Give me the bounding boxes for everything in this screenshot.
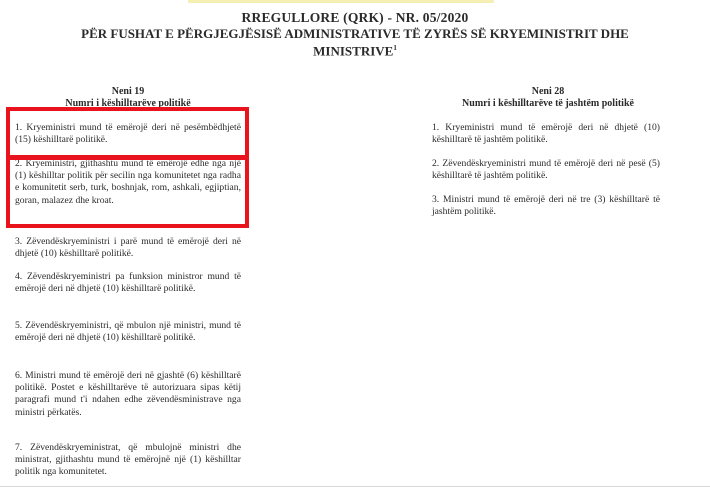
highlight-box-paragraph-1	[6, 107, 249, 159]
article-28	[432, 86, 664, 218]
article-19-paragraph-3: 3. Zëvendëskryeministri i parë mund të emërojë deri në dhjetë (10) këshilltarë politikë.	[15, 236, 241, 260]
document-header	[0, 9, 710, 58]
article-28-paragraph-3: 3. Ministri mund të emërojë deri në tre (3) këshilltarë të jashtëm politikë.	[432, 194, 660, 218]
regulation-title-line2-text: MINISTRIVE	[313, 43, 394, 59]
article-19-paragraph-5: 5. Zëvendëskryeministri, që mbulon një ministri, mund të emërojë deri në dhjetë (10) këshilltarë politikë.	[15, 320, 241, 344]
regulation-number: RREGULLORE (QRK) - NR. 05/2020	[241, 10, 469, 25]
article-28-paragraph-1: 1. Kryeministri mund të emërojë deri në dhjetë (10) këshilltarë të jashtëm politikë.	[432, 122, 660, 146]
regulation-title-line2	[0, 41, 710, 58]
regulation-title-line1: PËR FUSHAT E PËRGJEGJËSISË ADMINISTRATIVE TË ZYRËS SË KRYEMINISTRIT DHE	[81, 26, 629, 41]
article-28-paragraph-2: 2. Zëvendëskryeministri mund të emërojë deri në pesë (5) këshilltarë të jashtëm politikë.	[432, 158, 660, 182]
article-19-paragraph-2: 2. Kryeministri, gjithashtu mund të emërojë edhe nga një (1) këshilltar politik për secilin nga komunitetet nga radha e komunitetit serb, turk, boshnjak, rom, ashkali, egjiptian, goran, malazez dhe kroat.	[15, 158, 241, 206]
article-19-paragraph-6: 6. Ministri mund të emërojë deri në gjashtë (6) këshilltarë politikë. Postet e këshilltarëve të autorizuara sipas këtij paragrafi mund t'i ndahen edhe zëvendësministrave nga ministri përkatës.	[15, 370, 241, 418]
article-28-number: Neni 28	[531, 86, 565, 97]
footnote-mark: 1	[393, 44, 397, 52]
article-19-paragraph-7: 7. Zëvendëskryeministrat, që mbulojnë ministri dhe ministrat, gjithashtu mund të emërojnë një (1) këshilltar politik nga komunitetet.	[15, 442, 241, 478]
article-28-title: Numri i këshilltarëve të jashtëm politikë	[462, 98, 634, 109]
article-19-title: Numri i këshilltarëve politikë	[65, 98, 191, 109]
article-19-paragraph-4: 4. Zëvendëskryeministri pa funksion ministror mund të emërojë deri në dhjetë (10) këshilltarë politikë.	[15, 271, 241, 295]
article-19-number: Neni 19	[111, 86, 145, 97]
top-highlight-strip	[188, 0, 494, 3]
highlight-box-paragraph-2	[6, 156, 249, 228]
article-19-paragraph-1: 1. Kryeministri mund të emërojë deri në pesëmbëdhjetë (15) këshilltarë politikë.	[15, 122, 241, 146]
page-bottom-divider	[0, 486, 710, 487]
